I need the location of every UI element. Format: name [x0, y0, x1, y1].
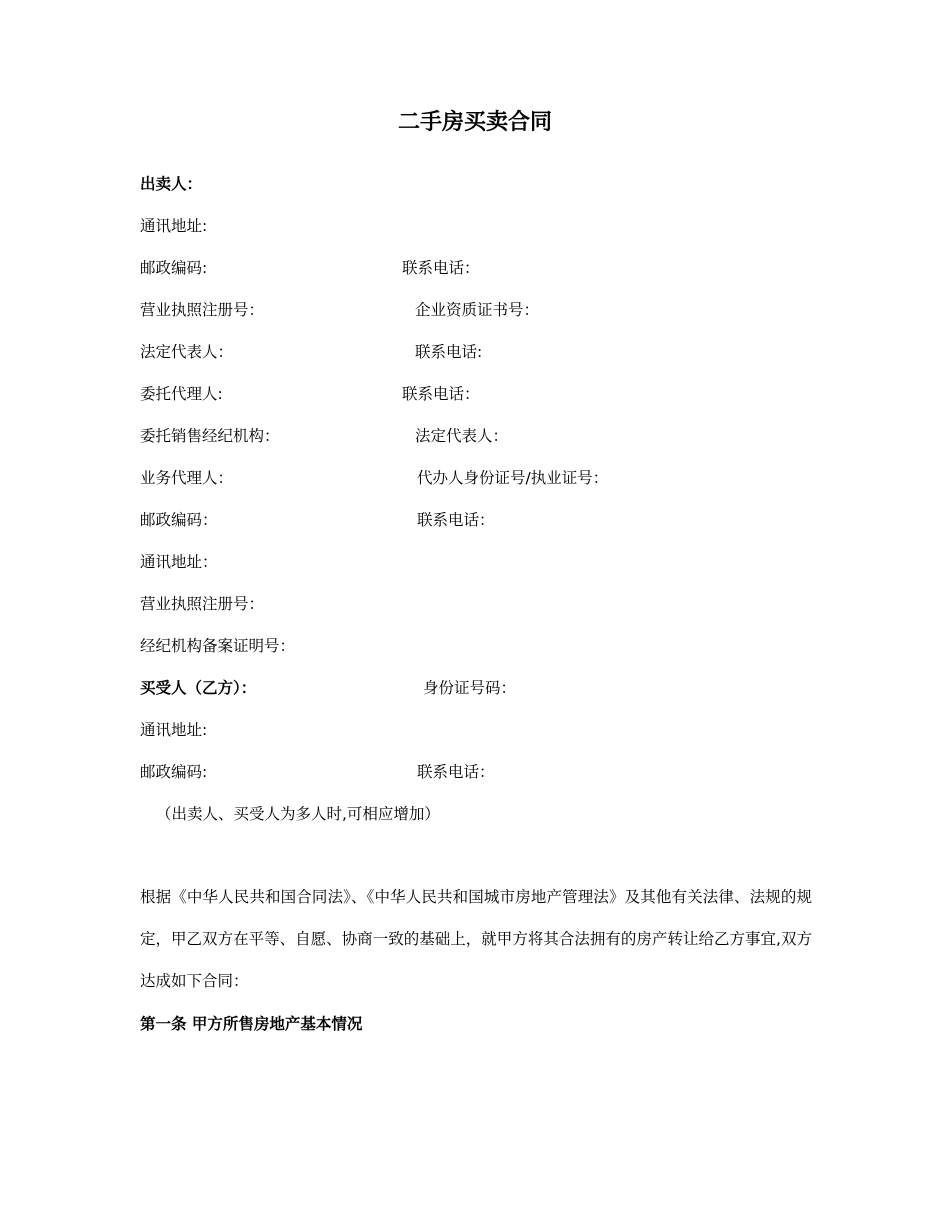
business-agent-label: 业务代理人： [140, 469, 234, 487]
agency-label: 委托销售经纪机构： [140, 427, 280, 445]
filing-number-label: 经纪机构备案证明号： [140, 637, 296, 655]
seller-postcode-label: 邮政编码: [140, 259, 208, 277]
multiple-parties-note: （出卖人、买受人为多人时,可相应增加） [156, 805, 440, 823]
agent-id-label: 代办人身份证号/执业证号： [417, 469, 609, 487]
agent-label: 委托代理人: [140, 385, 223, 403]
agent-phone-label: 联系电话： [402, 385, 480, 403]
agency-phone-label: 联系电话： [417, 511, 495, 529]
seller-license-label: 营业执照注册号： [140, 301, 265, 319]
buyer-phone-label: 联系电话： [417, 763, 495, 781]
buyer-heading: 买受人（乙方）： [140, 679, 257, 697]
seller-phone-label: 联系电话： [402, 259, 480, 277]
agency-postcode-label: 邮政编码： [140, 511, 218, 529]
qualification-label: 企业资质证书号： [415, 301, 540, 319]
buyer-id-label: 身份证号码： [423, 679, 517, 697]
intro-paragraph: 根据《中华人民共和国合同法》、《中华人民共和国城市房地产管理法》及其他有关法律、法规的规定，甲乙双方在平等、自愿、协商一致的基础上，就甲方将其合法拥有的房产转让给乙方事宜,双方达成如下合同： [140, 888, 812, 990]
seller-address-label: 通讯地址: [140, 217, 208, 235]
legal-rep-label: 法定代表人： [140, 343, 234, 361]
buyer-address-label: 通讯地址: [140, 721, 208, 739]
agency-address-label: 通讯地址： [140, 553, 218, 571]
agency-license-label: 营业执照注册号： [140, 595, 265, 613]
document-title: 二手房买卖合同 [397, 110, 552, 135]
seller-heading: 出卖人： [140, 175, 203, 193]
article-1-heading: 第一条 甲方所售房地产基本情况 [140, 1015, 363, 1033]
agency-legal-rep-label: 法定代表人： [415, 427, 509, 445]
buyer-postcode-label: 邮政编码: [140, 763, 208, 781]
legal-rep-phone-label: 联系电话: [415, 343, 483, 361]
